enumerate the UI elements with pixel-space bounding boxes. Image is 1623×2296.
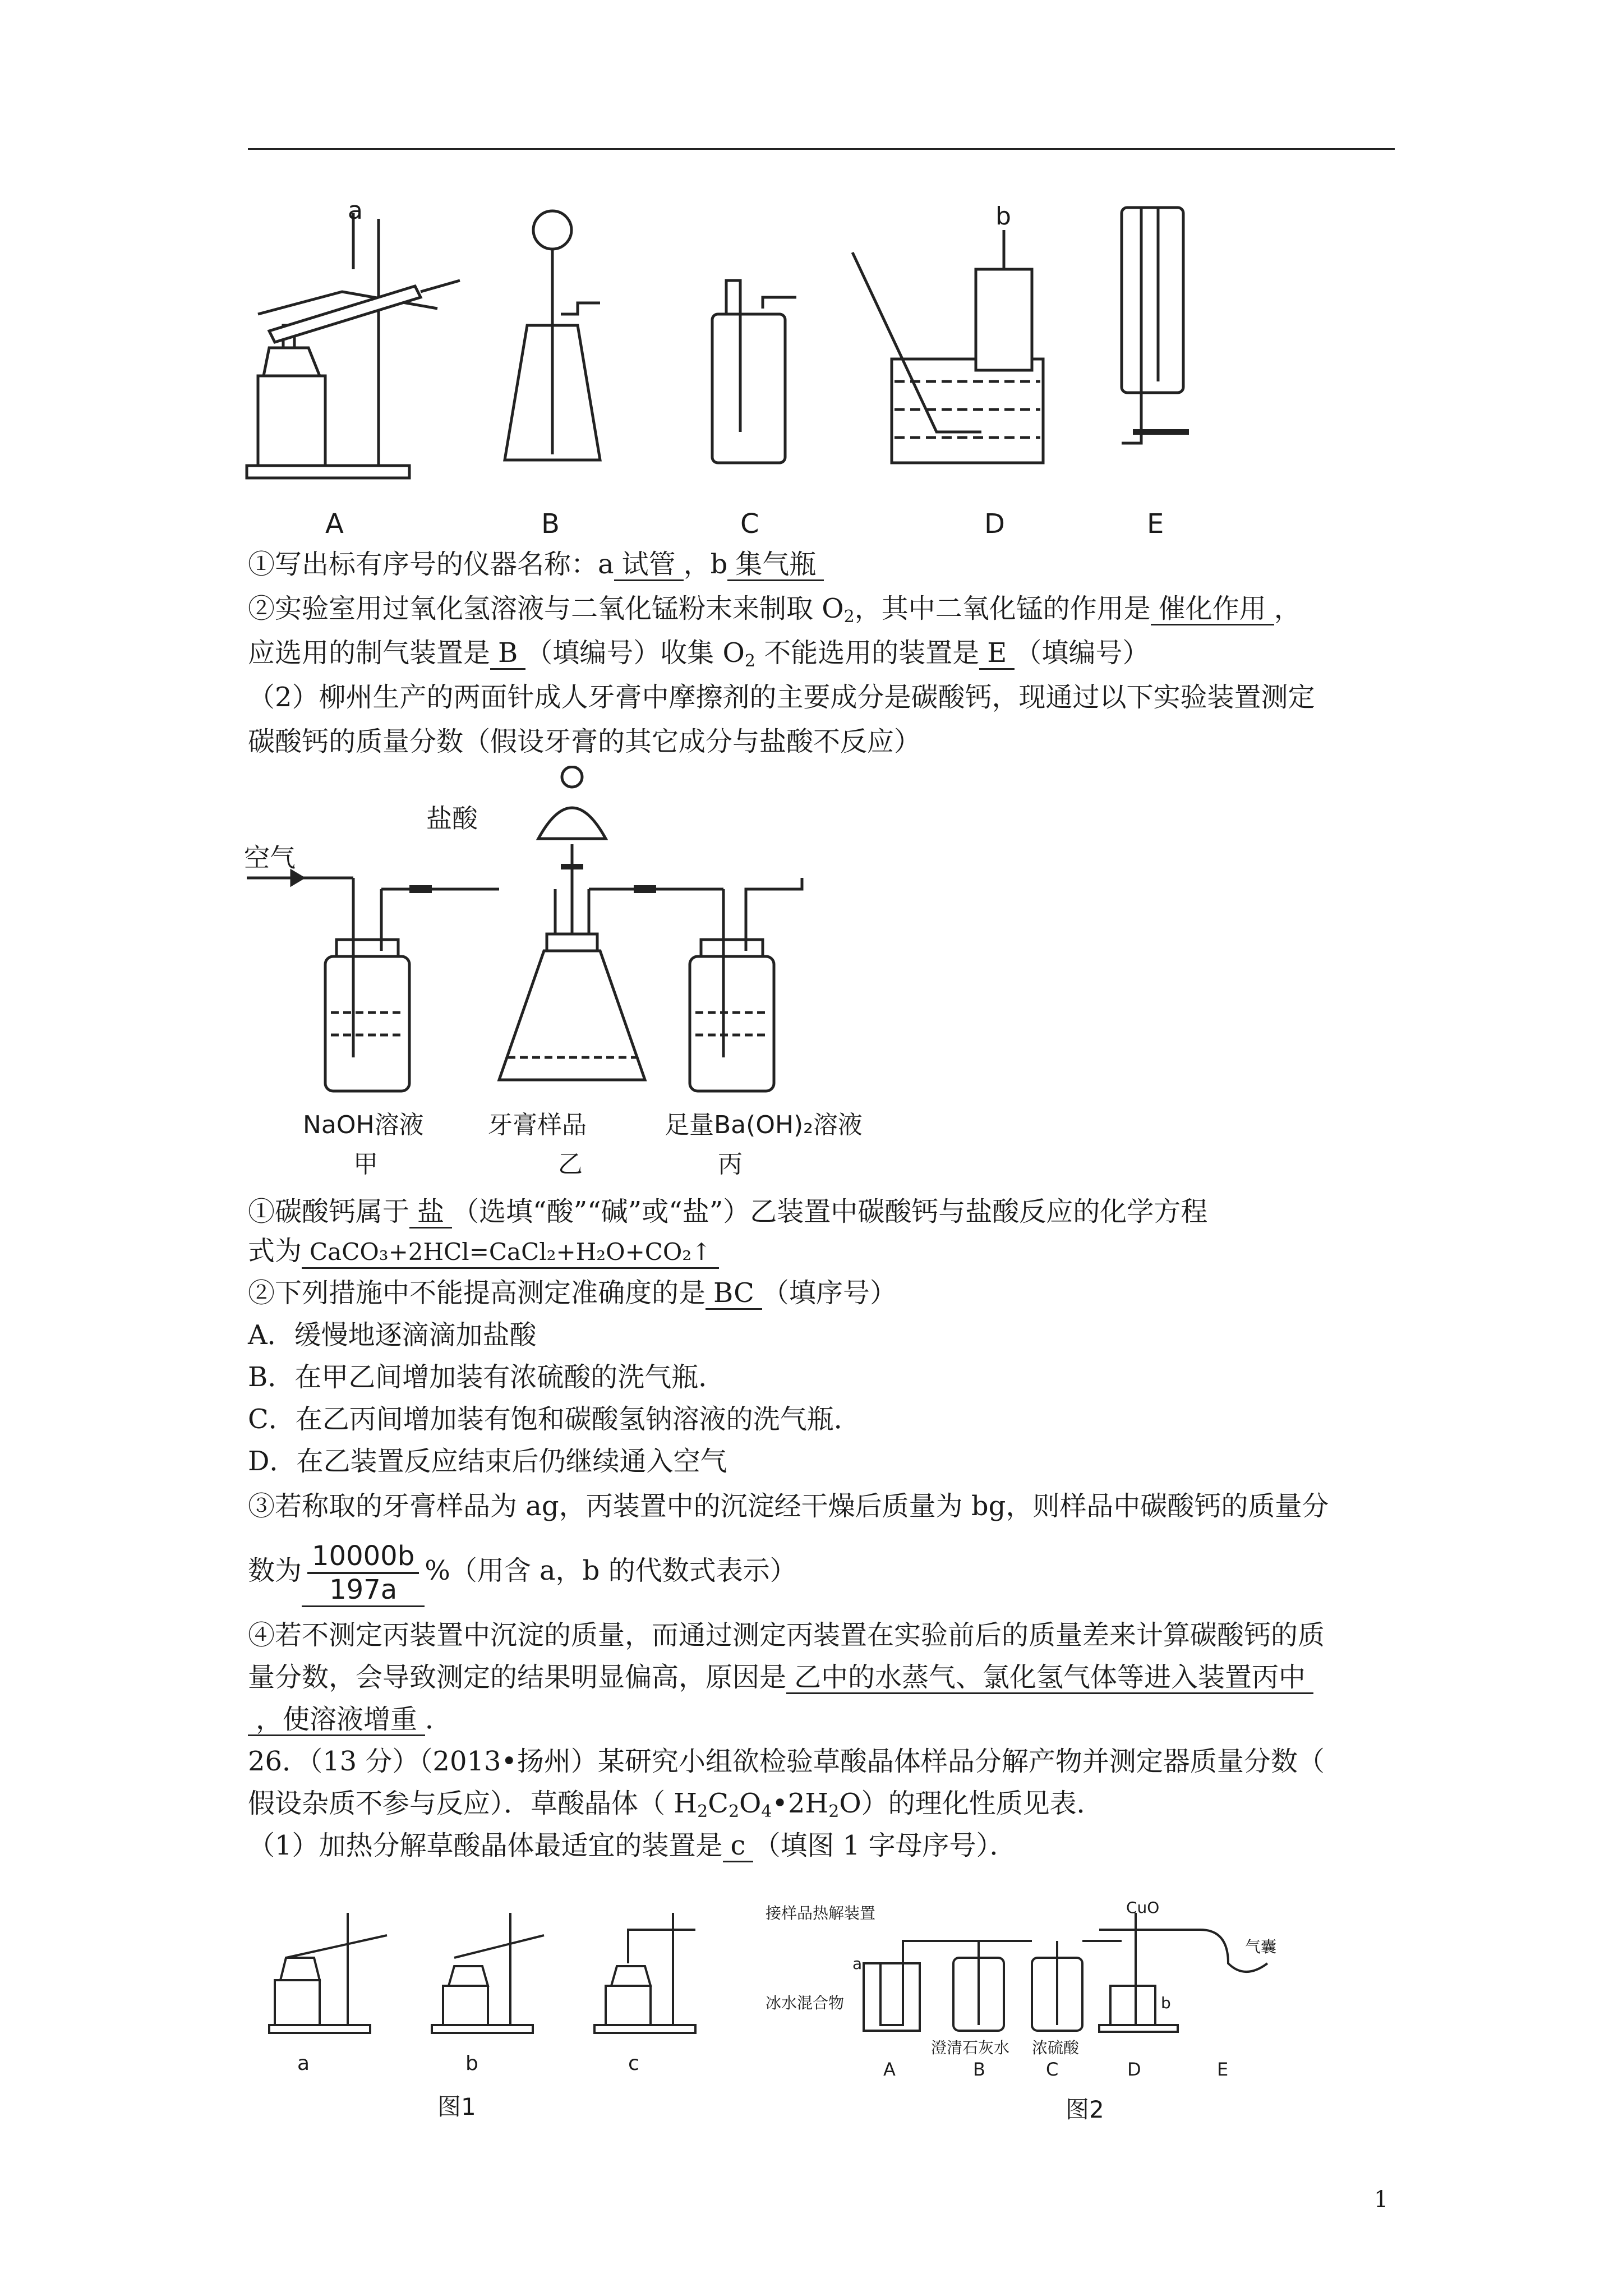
answer-reason-2: ，使溶液增重 xyxy=(248,1704,425,1736)
device-label-a: a xyxy=(297,2052,310,2075)
figure-heating-devices xyxy=(247,1896,751,2132)
header-rule xyxy=(248,148,1395,150)
q2-intro-2: 碳酸钙的质量分数（假设牙膏的其它成分与盐酸不反应） xyxy=(248,726,921,757)
q26-line-1: 26．（13 分）（2013•扬州）某研究小组欲检验草酸晶体样品分解产物并测定器质量分数（ xyxy=(248,1746,1325,1777)
label-air: 空气 xyxy=(244,843,296,873)
app-label-a: A xyxy=(883,2059,896,2080)
label-naoh: NaOH溶液 xyxy=(303,1111,424,1139)
label-b: B xyxy=(541,508,560,540)
label-limewater: 澄清石灰水 xyxy=(931,2039,1010,2057)
option-c: C．在乙丙间增加装有饱和碳酸氢钠溶液的洗气瓶． xyxy=(248,1404,861,1435)
answer-measures: BC xyxy=(706,1278,762,1310)
label-hcl: 盐酸 xyxy=(426,803,478,834)
q1-line-1: ①写出标有序号的仪器名称：a 试管 ，b 集气瓶 xyxy=(248,547,824,581)
answer-device: c xyxy=(723,1830,754,1862)
app-label-e: E xyxy=(1217,2059,1229,2080)
app-label-c: C xyxy=(1046,2059,1059,2080)
answer-collector: E xyxy=(979,638,1015,670)
label-ice-water: 冰水混合物 xyxy=(766,1994,845,2012)
mark-b: b xyxy=(1161,1994,1171,2012)
answer-equation: CaCO₃+2HCl=CaCl₂+H₂O+CO₂↑ xyxy=(302,1237,719,1269)
q2c-line-1: ③若称取的牙膏样品为 ag，丙装置中的沉淀经干燥后质量为 bg，则样品中碳酸钙的质量分 xyxy=(248,1490,1329,1522)
answer-role: 催化作用 xyxy=(1151,593,1274,625)
q1-line-3: 应选用的制气装置是 B （填编号）收集 $O_2$ 不能选用的装置是 E （填编号） xyxy=(248,637,1150,671)
q2a-line-1: ①碳酸钙属于 盐 （选填“酸”“碱”或“盐”）乙装置中碳酸钙与盐酸反应的化学方程 xyxy=(248,1196,1208,1227)
label-yi: 乙 xyxy=(558,1150,583,1179)
answer-a: 试管 xyxy=(614,549,684,581)
q2b-line-1: ②下列措施中不能提高测定准确度的是 BC （填序号） xyxy=(248,1277,897,1309)
figure-apparatus-a-e xyxy=(236,196,1200,544)
device-label-c: c xyxy=(628,2052,639,2075)
label-a: A xyxy=(325,508,344,540)
option-b: B．在甲乙间增加装有浓硫酸的洗气瓶． xyxy=(248,1361,726,1393)
q1-line-2: ②实验室用过氧化氢溶液与二氧化锰粉末来制取 $O_2$，其中二氧化锰的作用是 催化作用 ， xyxy=(248,593,1301,627)
q2-intro-1: （2）柳州生产的两面针成人牙膏中摩擦剂的主要成分是碳酸钙，现通过以下实验装置测定 xyxy=(248,682,1315,713)
fraction-denominator: 197a xyxy=(329,1573,398,1605)
q2c-line-2: 数为 $\frac{10000b}{197a}$ %（用含 a，b 的代数式表示） xyxy=(248,1537,797,1607)
q2d-line-1: ④若不测定丙装置中沉淀的质量，而通过测定丙装置在实验前后的质量差来计算碳酸钙的质 xyxy=(248,1619,1325,1651)
figure-1-caption: 图1 xyxy=(437,2093,476,2120)
answer-reason-1: 乙中的水蒸气、氯化氢气体等进入装置丙中 xyxy=(786,1662,1313,1694)
label-sample-connect: 接样品热解装置 xyxy=(766,1904,876,1922)
label-baoh2: 足量Ba(OH)₂溶液 xyxy=(665,1111,863,1139)
figure-2-caption: 图2 xyxy=(1066,2096,1104,2123)
answer-generator: B xyxy=(490,638,525,670)
q26-line-2: 假设杂质不参与反应）．草酸晶体（ $H_2C_2O_4•2H_2O$）的理化性质见表． xyxy=(248,1788,1104,1821)
q2a-line-2: 式为 CaCO₃+2HCl=CaCl₂+H₂O+CO₂↑ xyxy=(248,1234,719,1269)
label-toothpaste: 牙膏样品 xyxy=(488,1111,587,1139)
q26-line-3: （1）加热分解草酸晶体最适宜的装置是 c （填图 1 字母序号）． xyxy=(248,1830,1017,1861)
figure-toothpaste-apparatus xyxy=(241,766,914,1181)
label-jia: 甲 xyxy=(353,1150,378,1179)
label-d: D xyxy=(984,508,1005,540)
app-label-b: B xyxy=(973,2059,985,2080)
q2d-line-2: 量分数，会导致测定的结果明显偏高，原因是 乙中的水蒸气、氯化氢气体等进入装置丙中 xyxy=(248,1660,1313,1694)
q2d-line-3: ，使溶液增重 ． xyxy=(248,1703,452,1736)
label-c: C xyxy=(740,508,759,540)
figure-decomposition-apparatus xyxy=(763,1896,1301,2132)
label-bing: 丙 xyxy=(718,1150,743,1179)
answer-class: 盐 xyxy=(409,1197,452,1228)
label-e: E xyxy=(1147,508,1164,540)
device-label-b: b xyxy=(465,2052,478,2075)
mark-a: a xyxy=(852,1954,863,1973)
option-d: D．在乙装置反应结束后仍继续通入空气 xyxy=(248,1446,727,1477)
fraction-numerator: 10000b xyxy=(307,1540,419,1574)
label-balloon: 气囊 xyxy=(1245,1938,1277,1956)
option-a: A．缓慢地逐滴滴加盐酸 xyxy=(248,1319,537,1351)
label-cuo: CuO xyxy=(1126,1898,1160,1917)
answer-b: 集气瓶 xyxy=(727,549,824,581)
page-number: 1 xyxy=(1374,2187,1389,2212)
marker-a: a xyxy=(348,196,363,225)
app-label-d: D xyxy=(1127,2059,1141,2080)
marker-b: b xyxy=(995,202,1011,231)
label-sulfuric-acid: 浓硫酸 xyxy=(1032,2039,1080,2057)
answer-fraction xyxy=(302,1540,425,1607)
